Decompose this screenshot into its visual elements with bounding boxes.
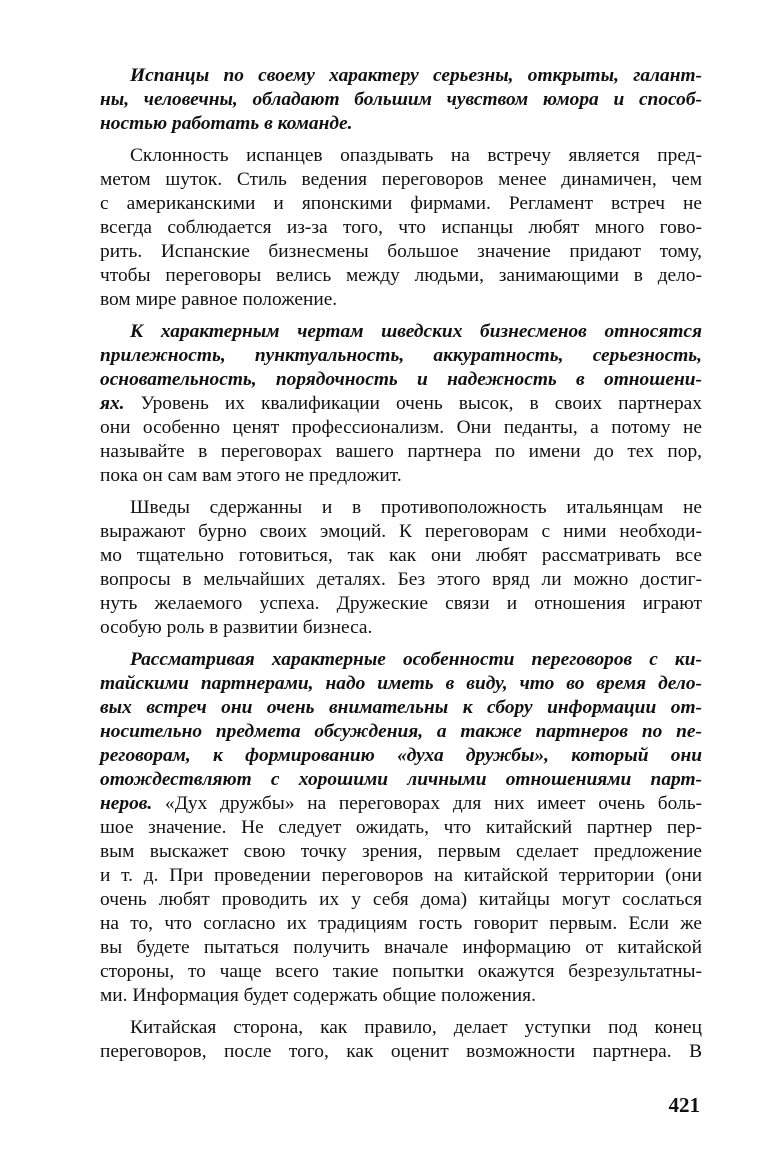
body-text: рить. Испанские бизнесмены большое значение придают тому, xyxy=(100,241,702,262)
text-line xyxy=(100,960,702,984)
emphasis-text: ностью работать в команде. xyxy=(100,113,353,134)
body-text: метом шуток. Стиль ведения переговоров менее динамичен, чем xyxy=(100,169,702,190)
text-line xyxy=(100,720,702,744)
paragraph xyxy=(100,320,702,488)
text-line xyxy=(100,816,702,840)
body-text: и т. д. При проведении переговоров на китайской территории (они xyxy=(100,865,702,886)
text-line xyxy=(100,392,702,416)
emphasis-text: реговорам, к формированию «духа дружбы», который они xyxy=(100,745,702,766)
text-line xyxy=(100,696,702,720)
text-line xyxy=(100,88,702,112)
body-text: всегда соблюдается из-за того, что испанцы любят много гово- xyxy=(100,217,702,238)
text-line xyxy=(100,616,702,640)
text-line xyxy=(100,888,702,912)
text-line xyxy=(100,672,702,696)
emphasis-text: отождествляют с хорошими личными отношениями парт- xyxy=(100,769,702,790)
paragraph xyxy=(100,496,702,640)
page-body xyxy=(100,64,702,1064)
body-text: Уровень их квалификации очень высок, в своих партнерах xyxy=(124,393,702,414)
text-line xyxy=(100,144,702,168)
text-line xyxy=(100,792,702,816)
body-text: «Дух дружбы» на переговорах для них имеет очень боль- xyxy=(152,793,702,814)
text-line xyxy=(100,864,702,888)
emphasis-text: К характерным чертам шведских бизнесменов относятся xyxy=(130,321,702,342)
text-line xyxy=(100,288,702,312)
text-line xyxy=(100,464,702,488)
emphasis-text: Испанцы по своему характеру серьезны, открыты, галант- xyxy=(130,65,702,86)
text-line xyxy=(100,440,702,464)
emphasis-text: тайскими партнерами, надо иметь в виду, что во время дело- xyxy=(100,673,702,694)
body-text: ми. Информация будет содержать общие положения. xyxy=(100,985,536,1006)
text-line xyxy=(100,416,702,440)
emphasis-text: ях. xyxy=(100,393,125,414)
body-text: нуть желаемого успеха. Дружеские связи и отношения играют xyxy=(100,593,702,614)
emphasis-text: ны, человечны, обладают большим чувством юмора и способ- xyxy=(100,89,702,110)
text-line xyxy=(100,912,702,936)
text-line xyxy=(100,192,702,216)
emphasis-text: неров. xyxy=(100,793,153,814)
text-line xyxy=(100,936,702,960)
text-line xyxy=(100,544,702,568)
text-line xyxy=(100,568,702,592)
text-line xyxy=(100,768,702,792)
text-line xyxy=(100,264,702,288)
text-line xyxy=(100,240,702,264)
body-text: шое значение. Не следует ожидать, что китайский партнер пер- xyxy=(100,817,702,838)
text-line xyxy=(100,168,702,192)
text-line xyxy=(100,840,702,864)
body-text: вопросы в мельчайших деталях. Без этого вряд ли можно достиг- xyxy=(100,569,702,590)
body-text: называйте в переговорах вашего партнера по имени до тех пор, xyxy=(100,441,702,462)
body-text: выражают бурно своих эмоций. К переговорам с ними необходи- xyxy=(100,521,702,542)
text-line xyxy=(100,112,702,136)
body-text: стороны, то чаще всего такие попытки окажутся безрезультатны- xyxy=(100,961,702,982)
text-line xyxy=(100,592,702,616)
body-text: особую роль в развитии бизнеса. xyxy=(100,617,373,638)
body-text: переговоров, после того, как оценит возможности партнера. В xyxy=(100,1041,702,1062)
body-text: вым выскажет свою точку зрения, первым сделает предложение xyxy=(100,841,702,862)
text-line xyxy=(100,520,702,544)
text-line xyxy=(100,984,702,1008)
text-line xyxy=(100,1016,702,1040)
paragraph xyxy=(100,64,702,136)
body-text: Шведы сдержанны и в противоположность итальянцам не xyxy=(130,497,702,518)
body-text: Китайская сторона, как правило, делает уступки под конец xyxy=(130,1017,702,1038)
text-line xyxy=(100,64,702,88)
emphasis-text: прилежность, пунктуальность, аккуратность, серьезность, xyxy=(100,345,702,366)
emphasis-text: Рассматривая характерные особенности переговоров с ки- xyxy=(130,649,702,670)
text-line xyxy=(100,1040,702,1064)
body-text: с американскими и японскими фирмами. Регламент встреч не xyxy=(100,193,702,214)
text-line xyxy=(100,496,702,520)
text-line xyxy=(100,344,702,368)
body-text: пока он сам вам этого не предложит. xyxy=(100,465,402,486)
body-text: вы будете пытаться получить вначале информацию от китайской xyxy=(100,937,702,958)
body-text: очень любят проводить их у себя дома) китайцы могут сослаться xyxy=(100,889,702,910)
body-text: на то, что согласно их традициям гость говорит первым. Если же xyxy=(100,913,702,934)
emphasis-text: вых встреч они очень внимательны к сбору информации от- xyxy=(100,697,702,718)
text-line xyxy=(100,320,702,344)
body-text: они особенно ценят профессионализм. Они педанты, а потому не xyxy=(100,417,702,438)
emphasis-text: носительно предмета обсуждения, а также партнеров по пе- xyxy=(100,721,702,742)
body-text: вом мире равное положение. xyxy=(100,289,338,310)
emphasis-text: основательность, порядочность и надежность в отношени- xyxy=(100,369,702,390)
paragraph xyxy=(100,648,702,1008)
body-text: чтобы переговоры велись между людьми, занимающими в дело- xyxy=(100,265,702,286)
text-line xyxy=(100,648,702,672)
text-line xyxy=(100,744,702,768)
text-line xyxy=(100,216,702,240)
body-text: мо тщательно готовиться, так как они любят рассматривать все xyxy=(100,545,702,566)
page-number: 421 xyxy=(668,1093,700,1117)
paragraph xyxy=(100,144,702,312)
text-line xyxy=(100,368,702,392)
paragraph xyxy=(100,1016,702,1064)
body-text: Склонность испанцев опаздывать на встречу является пред- xyxy=(130,145,702,166)
